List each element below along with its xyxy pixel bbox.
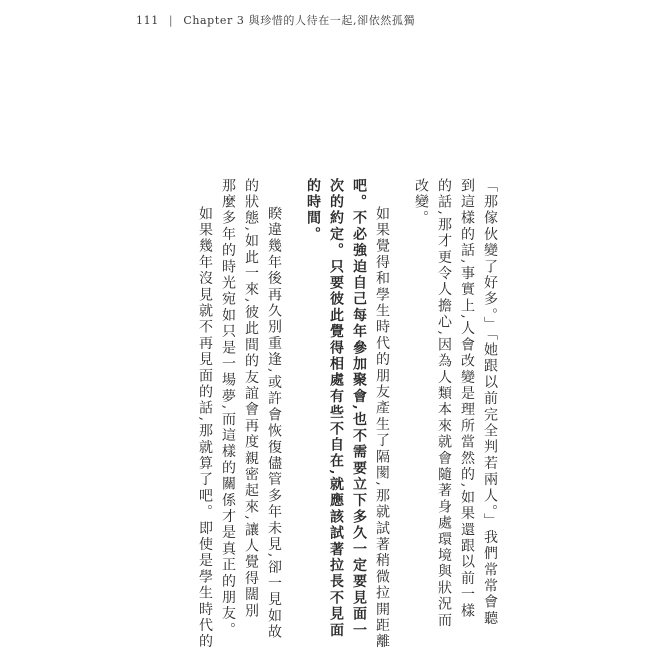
text-column-content: 如果覺得和學生時代的朋友產生了隔閡,那就試著稍微拉開距離 <box>374 206 390 650</box>
running-header <box>136 12 415 28</box>
text-column <box>478 178 501 627</box>
text-column <box>409 178 432 608</box>
text-column <box>216 178 239 639</box>
text-column-content: 改變。 <box>413 178 429 227</box>
text-column-content: 「那傢伙變了好多。」「她跟以前完全判若兩人。」我們常常會聽 <box>482 178 498 627</box>
text-column <box>370 178 393 650</box>
text-column <box>262 178 285 641</box>
text-column <box>455 178 478 620</box>
text-column <box>239 178 262 620</box>
text-column <box>193 178 216 650</box>
text-column <box>347 178 370 639</box>
text-column-content: 次的約定。只要彼此覺得相處有些不自在,就應該試著拉長不見面 <box>328 178 344 639</box>
paragraph-gap <box>285 178 301 608</box>
text-column-content: 如果幾年沒見就不再見面的話,那就算了吧。即使是學生時代的 <box>197 206 213 650</box>
text-column-content: 吧。不必強迫自己每年參加聚會,也不需要立下多久一定要見面一 <box>351 178 367 639</box>
text-column-content: 的時間。 <box>305 178 321 243</box>
page-number: 111 <box>136 14 159 27</box>
body-text <box>193 178 501 650</box>
paragraph-gap <box>393 178 409 608</box>
text-column-content: 到這樣的話,事實上,人會改變是理所當然的,如果還跟以前一樣 <box>459 178 475 620</box>
text-column <box>324 178 347 639</box>
text-column-content: 那麼多年的時光宛如只是一場夢,而這樣的關係才是真正的朋友。 <box>220 178 236 639</box>
text-column-content: 睽違幾年後再久別重逢,或許會恢復儘管多年未見,卻一見如故 <box>266 206 282 641</box>
text-column-content: 的話,那才更令人擔心,因為人類本來就會隨著身處環境與狀況而 <box>436 178 452 629</box>
text-column-content: 的狀態,如此一來,彼此間的友誼會再度親密起來,讓人覺得闊別 <box>243 178 259 620</box>
text-column <box>432 178 455 629</box>
chapter-title: Chapter 3 與珍惜的人待在一起,卻依然孤獨 <box>183 14 416 27</box>
header-separator: | <box>168 14 174 27</box>
text-column <box>301 178 324 608</box>
